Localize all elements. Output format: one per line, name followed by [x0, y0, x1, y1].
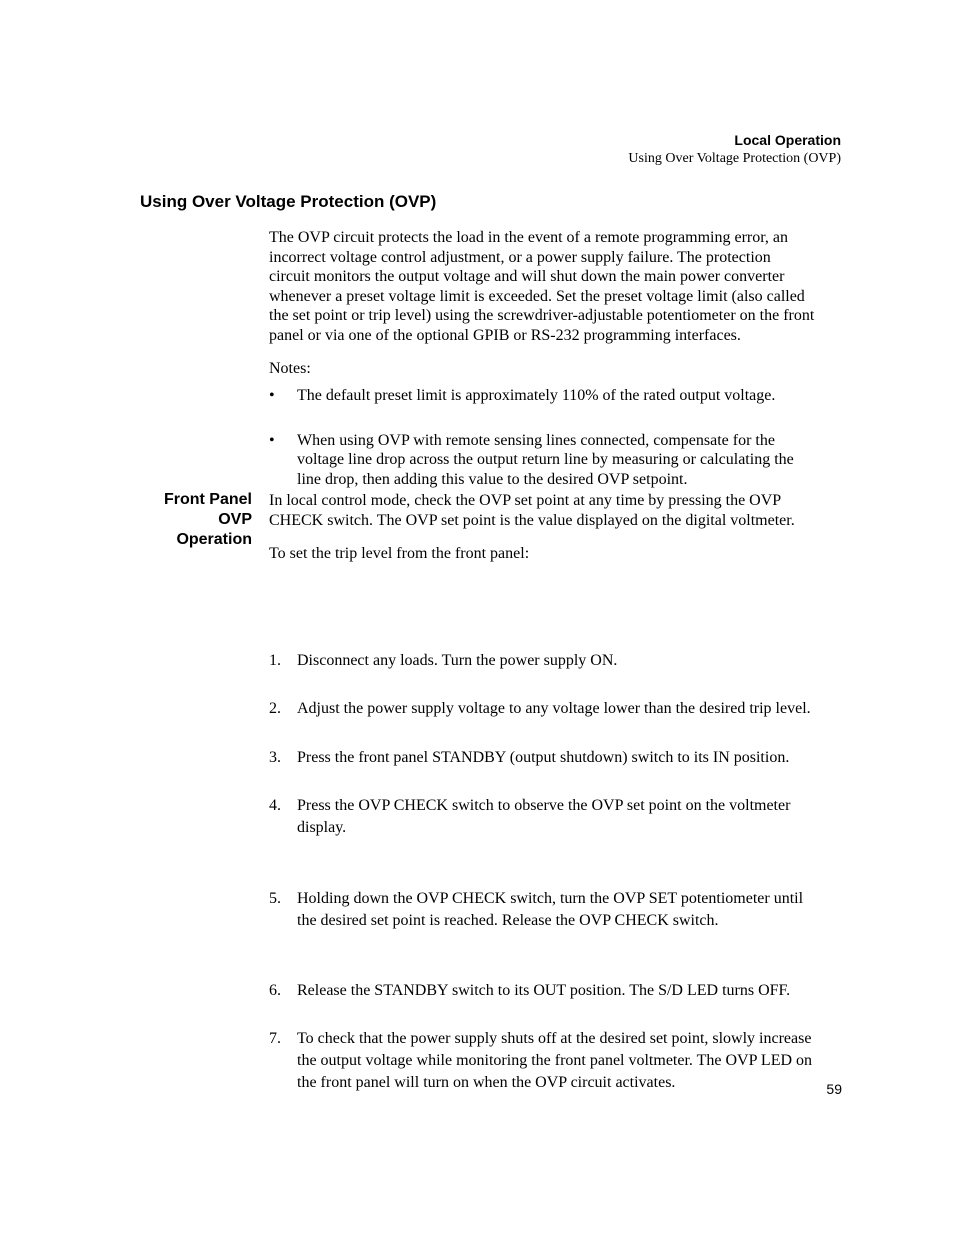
step-line: display.: [297, 819, 347, 836]
step-line: the front panel will turn on when the OVP circuit activates.: [297, 1074, 676, 1091]
intro-paragraph: [269, 228, 844, 345]
front-panel-intro-line: In local control mode, check the OVP set point at any time by pressing the OVP: [269, 492, 782, 509]
step-line: Holding down the OVP CHECK switch, turn the OVP SET potentiometer until: [297, 890, 804, 907]
side-heading-line: Front Panel: [163, 491, 252, 508]
intro-line: The OVP circuit protects the load in the event of a remote programming error, an: [269, 229, 789, 246]
step-number: 6.: [269, 982, 281, 999]
bullet-line: voltage line drop across the output return line by measuring or calculating the: [297, 451, 794, 468]
side-heading-line: OVP: [218, 511, 252, 528]
procedure-step: [269, 980, 872, 1002]
step-number: 3.: [269, 749, 281, 766]
step-number: 2.: [269, 700, 281, 717]
intro-line: the set point or trip level) using the screwdriver-adjustable potentiometer on the front: [269, 307, 815, 324]
notes-bullet-item: [269, 431, 872, 490]
procedure-step: [269, 747, 872, 769]
running-header-section: Using Over Voltage Protection (OVP): [628, 151, 841, 166]
side-heading-front-panel-ovp: [140, 490, 252, 550]
side-heading-line: Operation: [176, 531, 252, 548]
procedure-step: [269, 888, 872, 932]
bullet-line: When using OVP with remote sensing lines connected, compensate for the: [297, 431, 775, 449]
step-number: 5.: [269, 890, 281, 907]
step-line: Release the STANDBY switch to its OUT position. The S/D LED turns OFF.: [297, 982, 791, 999]
procedure-step: [269, 795, 872, 839]
step-line: the desired set point is reached. Release the OVP CHECK switch.: [297, 912, 719, 929]
front-panel-intro: [269, 491, 844, 530]
notes-label: Notes:: [269, 360, 311, 377]
procedure-step: [269, 1028, 872, 1094]
step-number: 7.: [269, 1030, 281, 1047]
bullet-icon: •: [269, 431, 275, 449]
bullet-line: The default preset limit is approximately 110% of the rated output voltage.: [297, 387, 776, 404]
running-header-chapter: Local Operation: [734, 132, 841, 148]
front-panel-intro-line: CHECK switch. The OVP set point is the value displayed on the digital voltmeter.: [269, 511, 795, 529]
intro-line: incorrect voltage control adjustment, or a power supply failure. The protection: [269, 248, 771, 266]
intro-line: circuit monitors the output voltage and will shut down the main power converter: [269, 268, 785, 285]
bullet-icon: •: [269, 387, 275, 404]
step-line: Disconnect any loads. Turn the power supply ON.: [297, 652, 618, 669]
bullet-line: line drop, then adding this value to the desired OVP setpoint.: [297, 470, 688, 488]
step-number: 4.: [269, 797, 281, 814]
section-title: Using Over Voltage Protection (OVP): [140, 192, 437, 211]
step-line: To check that the power supply shuts off at the desired set point, slowly increase: [297, 1030, 812, 1047]
intro-line: whenever a preset voltage limit is exceeded. Set the preset voltage limit (also called: [269, 287, 805, 305]
procedure-step: [269, 650, 872, 672]
step-line: Press the OVP CHECK switch to observe the OVP set point on the voltmeter: [297, 797, 791, 814]
page-number: 59: [826, 1081, 842, 1097]
trip-level-intro: To set the trip level from the front panel:: [269, 545, 530, 562]
step-line: the output voltage while monitoring the front panel voltmeter. The OVP LED on: [297, 1052, 813, 1069]
step-line: Press the front panel STANDBY (output shutdown) switch to its IN position.: [297, 749, 790, 766]
notes-bullet-item: [269, 386, 872, 406]
step-line: Adjust the power supply voltage to any voltage lower than the desired trip level.: [297, 700, 811, 717]
intro-line: panel or via one of the optional GPIB or RS-232 programming interfaces.: [269, 326, 741, 344]
step-number: 1.: [269, 652, 281, 669]
procedure-step: [269, 698, 872, 720]
